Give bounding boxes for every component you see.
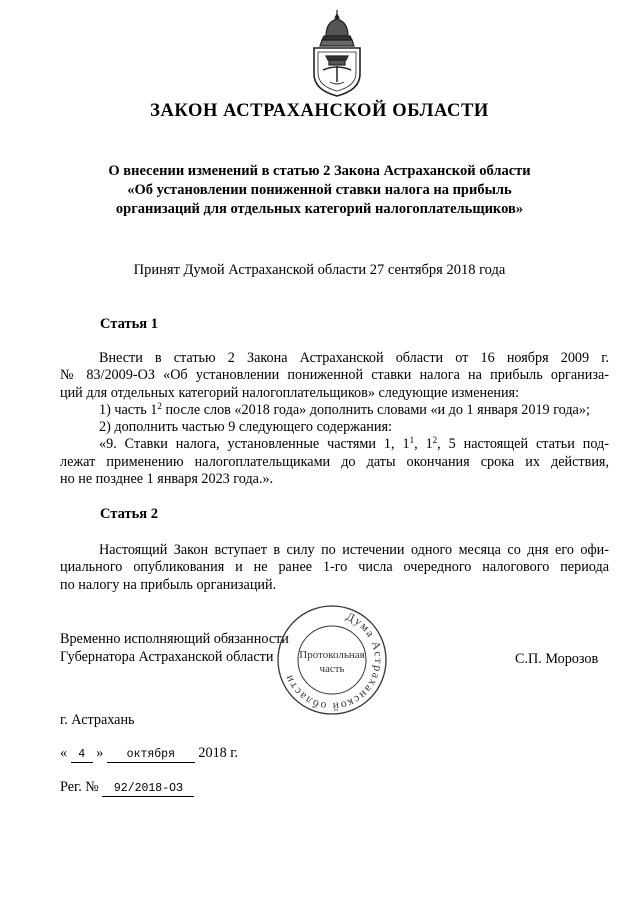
signatory-name: С.П. Морозов [515,651,599,667]
article-1-intro-line: Внести в статью 2 Закона Астраханской области от 16 ноября 2009 г. [99,350,609,366]
seal-center-text: часть [319,663,345,675]
item-1-text: 1) часть 1 [99,401,158,418]
seal-center-text: Протокольная [299,649,365,661]
date-year: 2018 г. [198,745,239,761]
subtitle-line: О внесении изменений в статью 2 Закона Астраханской области [108,163,531,179]
subtitle-line: «Об установлении пониженной ставки налога на прибыль [127,182,512,198]
seal-ring-text: Дума Астраханской области [282,610,385,713]
quote-superscript: 2 [432,435,438,446]
official-seal [276,604,388,716]
date-day: 4 [71,748,93,763]
article-2-body [60,542,609,594]
date-quote-open: « [60,745,68,761]
item-1-text: после слов «2018 года» дополнить словами «и до 1 января 2019 года»; [161,401,590,418]
signatory-position-line: Губернатора Астраханской области [60,648,274,665]
article-1-intro-line: ций для отдельных категорий налогоплательщиков» следующие изменения: [60,384,520,401]
date-quote-close: » [96,745,104,761]
article-1-intro-line: № 83/2009-ОЗ «Об установлении пониженной ставки налога на прибыль организа- [60,367,609,384]
article-2-line: Настоящий Закон вступает в силу по истечении одного месяца со дня его офи- [99,542,609,558]
quote-text: , 5 настоящей статьи под- [437,436,609,453]
signatory-position-line: Временно исполняющий обязанности [60,631,289,647]
article-1-quote-line: но не позднее 1 января 2023 года.». [60,471,274,488]
registration-value: 92/2018-ОЗ [102,782,194,797]
document-title: ЗАКОН АСТРАХАНСКОЙ ОБЛАСТИ [150,101,489,121]
registration-label: Рег. № [60,779,99,795]
article-2-heading: Статья 2 [100,506,158,522]
subtitle-line: организаций для отдельных категорий налогоплательщиков» [115,201,524,217]
article-1-body [60,350,609,488]
registration-number [60,779,194,797]
article-1-quote-line [60,436,609,453]
quote-text: , 1 [414,436,433,453]
city-name: г. Астрахань [60,712,135,728]
article-1-quote-line: лежат применению налогоплательщиками до даты окончания срока их действия, [60,453,609,470]
quote-text: «9. Ставки налога, установленные частями 1, 1 [99,436,410,453]
item-1-superscript: 2 [157,400,162,411]
signing-date [60,745,238,763]
article-1-heading: Статья 1 [100,316,158,332]
law-subtitle [0,162,639,219]
article-1-item-1 [60,402,609,419]
article-2-line: циального опубликования и не ранее 1-го числа очередного налогового периода [60,559,609,576]
signatory-position [60,631,289,666]
quote-superscript: 1 [409,435,415,446]
coat-of-arms-emblem [308,10,366,98]
article-2-line: по налогу на прибыль организаций. [60,576,277,593]
article-1-item-2: 2) дополнить частью 9 следующего содержания: [99,419,392,436]
date-month: октября [107,748,195,763]
adoption-statement: Принят Думой Астраханской области 27 сентября 2018 года [133,262,506,278]
